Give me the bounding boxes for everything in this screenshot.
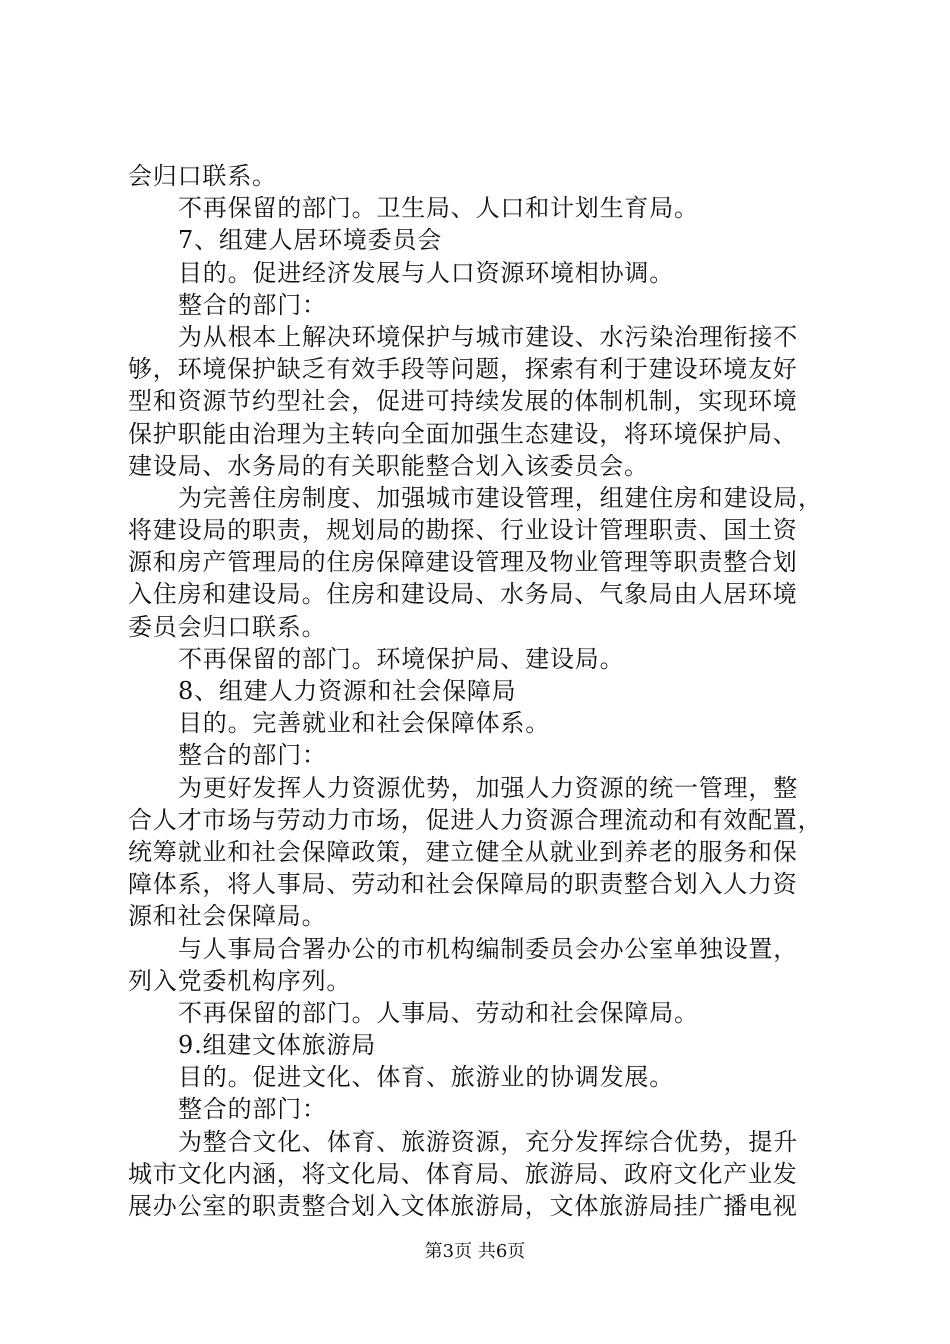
text-line: 展办公室的职责整合划入文体旅游局，文体旅游局挂广播电视 — [128, 1192, 798, 1220]
text-line: 不再保留的部门。环境保护局、建设局。 — [178, 644, 625, 673]
text-line: 合人才市场与劳动力市场，促进人力资源合理流动和有效配置， — [128, 805, 823, 834]
text-line: 为整合文化、体育、旅游资源，充分发挥综合优势，提升 — [178, 1127, 798, 1156]
text-line: 整合的部门： — [178, 290, 327, 319]
text-line: 障体系，将人事局、劳动和社会保障局的职责整合划入人力资 — [128, 870, 798, 899]
text-line: 委员会归口联系。 — [128, 612, 327, 641]
text-line: 不再保留的部门。人事局、劳动和社会保障局。 — [178, 998, 699, 1027]
section-heading-7: 7、组建人居环境委员会 — [178, 226, 443, 255]
text-line: 列入党委机构序列。 — [128, 966, 352, 995]
text-line: 建设局、水务局的有关职能整合划入该委员会。 — [128, 451, 649, 480]
page-number-footer: 第3页 共6页 — [424, 1241, 526, 1262]
section-heading-8: 8、组建人力资源和社会保障局 — [178, 677, 517, 705]
section-heading-9: 9.组建文体旅游局 — [178, 1031, 377, 1060]
text-line: 目的。促进文化、体育、旅游业的协调发展。 — [178, 1063, 674, 1092]
text-line: 目的。完善就业和社会保障体系。 — [178, 709, 550, 738]
text-line: 统筹就业和社会保障政策，建立健全从就业到养老的服务和保 — [128, 837, 798, 866]
text-line: 将建设局的职责，规划局的勘探、行业设计管理职责、国土资 — [128, 516, 798, 545]
text-line: 不再保留的部门。卫生局、人口和计划生育局。 — [178, 194, 699, 223]
text-line: 型和资源节约型社会，促进可持续发展的体制机制，实现环境 — [128, 387, 798, 416]
text-line: 源和社会保障局。 — [128, 902, 327, 931]
text-line: 会归口联系。 — [128, 162, 277, 190]
text-line: 源和房产管理局的住房保障建设管理及物业管理等职责整合划 — [128, 548, 798, 577]
text-line: 目的。促进经济发展与人口资源环境相协调。 — [178, 258, 674, 287]
text-line: 整合的部门： — [178, 1095, 327, 1124]
text-line: 与人事局合署办公的市机构编制委员会办公室单独设置， — [178, 934, 798, 963]
text-line: 保护职能由治理为主转向全面加强生态建设，将环境保护局、 — [128, 419, 798, 448]
text-line: 入住房和建设局。住房和建设局、水务局、气象局由人居环境 — [128, 580, 798, 609]
text-line: 城市文化内涵，将文化局、体育局、旅游局、政府文化产业发 — [128, 1159, 798, 1188]
document-body — [128, 160, 843, 1222]
text-line: 为更好发挥人力资源优势，加强人力资源的统一管理，整 — [178, 773, 798, 802]
text-line: 为从根本上解决环境保护与城市建设、水污染治理衔接不 — [178, 322, 798, 351]
text-line: 整合的部门： — [178, 741, 327, 770]
text-line: 为完善住房制度、加强城市建设管理，组建住房和建设局， — [178, 483, 823, 512]
text-line: 够，环境保护缺乏有效手段等问题，探索有利于建设环境友好 — [128, 355, 798, 384]
